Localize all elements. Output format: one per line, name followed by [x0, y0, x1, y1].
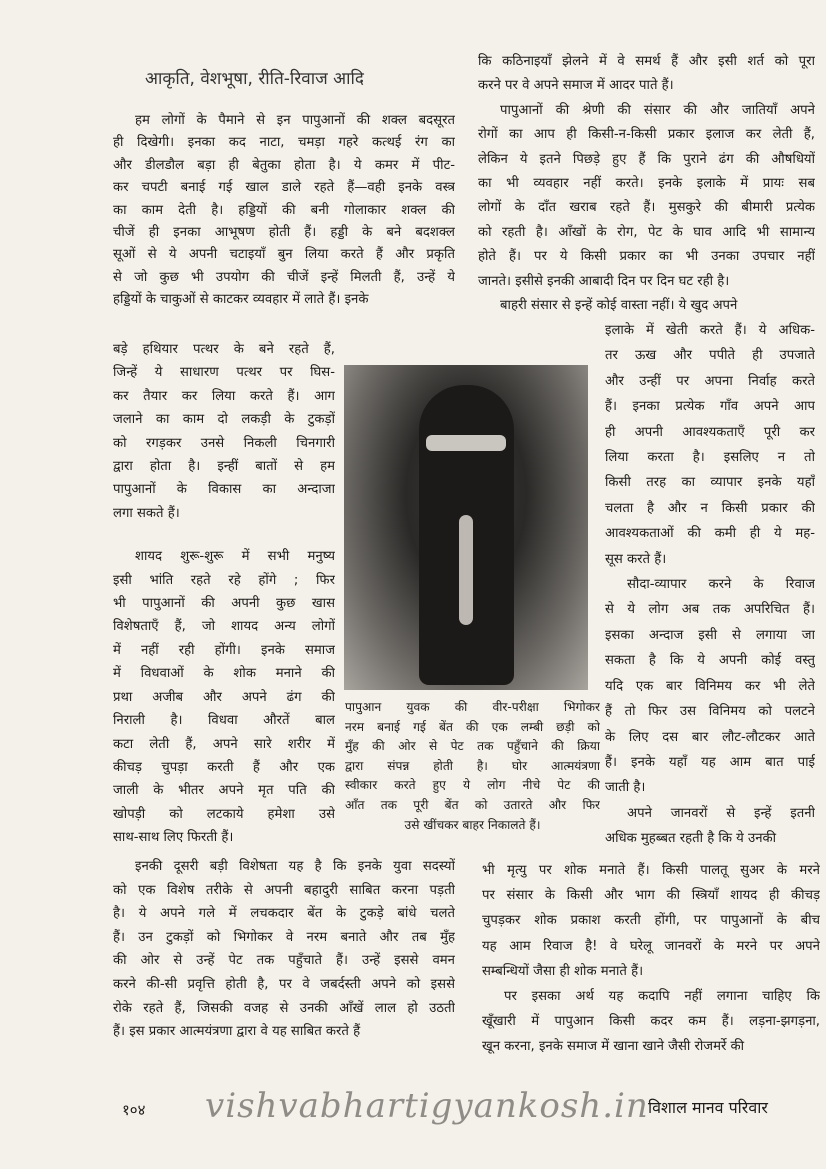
text-line: पापुआन युवक की वीर-परीक्षा भिगोकर [345, 700, 600, 714]
text-line: हैं। इनका प्रत्येक गाँव अपने आप [605, 399, 815, 415]
photograph-papuan-youth [344, 365, 588, 690]
text-line: चलता है और न किसी प्रकार की [605, 500, 815, 516]
text-line: हैं। इनके यहाँ यह आम बात पाई [605, 754, 815, 770]
text-line: हम लोगों के पैमाने से इन पापुआनों की शक्ल बदसूरत [135, 113, 455, 128]
text-line: हड्डियों के चाकुओं से काटकर व्यवहार में लाते हैं। इनके [113, 292, 369, 308]
text-line: लगा सकते हैं। [113, 505, 180, 521]
text-line: आवश्यकताओं की कमी ही ये मह- [605, 526, 815, 542]
text-line: हैं। उन टुकड़ों को भिगोकर वे नरम बनाते और तब मुँह [113, 929, 455, 945]
page-number: १०४ [122, 1101, 146, 1119]
text-column-right-top [478, 50, 815, 318]
text-line: साथ-साथ लिए फिरती हैं। [113, 830, 234, 846]
running-head: विशाल मानव परिवार [648, 1098, 768, 1117]
text-line: सम्बन्धियों जैसा ही शोक मनाते हैं। [482, 963, 644, 979]
text-line: लोगों के दाँत खराब रहते हैं। मुसकुरे की बीमारी प्रत्येक [478, 200, 815, 216]
text-line: सौदा-व्यापार करने के रिवाज [627, 577, 815, 593]
text-line: खूँखारी में पापुआन किसी कदर कम हैं। लड़ना-झगड़ना, [482, 1014, 820, 1030]
text-column-right-narrow [605, 318, 815, 852]
text-line: यह आम रिवाज है! वे घरेलू जानवरों के मरने पर अपने [482, 938, 820, 954]
text-line: किसी तरह का व्यापार इनके यहाँ [605, 475, 815, 491]
text-line: के लिए दस बार लौट-लौटकर आते [605, 729, 815, 745]
text-line: चीजें ही इनका आभूषण होती हैं। हड्डी के बने बदशक्ल [113, 225, 455, 241]
text-line: इसका अन्दाज इसी से लगाया जा [605, 627, 815, 643]
text-line: से जो कुछ भी उपयोग की चीजें इन्हें मिलती हैं, उन्हें ये [113, 269, 455, 285]
text-line: कर चपटी बनाई गई खाल डाले रहते हैं—वही इनके वस्त्र [113, 180, 455, 196]
text-line: सूस करते हैं। [605, 551, 667, 567]
text-line: सूओं से ये अपनी चटाइयाँ बुन लिया करते हैं और प्रकृति [113, 247, 455, 263]
text-line: भी मृत्यु पर शोक मनाते हैं। किसी पालतू सुअर के मरने [482, 863, 820, 878]
text-line: सकता है कि ये अपनी कोई वस्तु [605, 653, 815, 669]
text-column-left-top [113, 110, 455, 312]
text-line: का भी व्यवहार नहीं करते। इनके इलाके में प्रायः सब [478, 176, 815, 192]
text-line: अधिक मुहब्बत रहती है कि ये उनकी [605, 831, 777, 847]
text-line: में नहीं रही होंगी। इनके समाज [113, 642, 335, 658]
text-line: विशेषताएँ हैं, जो शायद अन्य लोगों [113, 619, 335, 635]
text-line: ही दिखेगी। इनका कद नाटा, चमड़ा गहरे कत्थई रंग का [113, 135, 455, 151]
text-line: लिया करता है। इसलिए न तो [605, 450, 815, 466]
text-line: भी पापुआनों की अपनी कुछ खास [113, 596, 335, 612]
text-column-left-bottom [113, 855, 455, 1044]
text-line: आँत तक पूरी बेंत को उतारते और फिर [345, 797, 600, 812]
headband [426, 435, 506, 451]
text-line: चुपड़कर शोक प्रकाश करती होंगी, पर पापुआनों के बीच [482, 913, 820, 929]
text-line: जलाने का काम दो लकड़ी के टुकड़ों [113, 412, 335, 428]
text-line: निराली है। विधवा औरतें बाल [113, 713, 335, 729]
text-line: प्रथा अजीब और अपने ढंग की [113, 689, 335, 705]
text-line: इनकी दूसरी बड़ी विशेषता यह है कि इनके युवा सदस्यों [135, 859, 455, 874]
text-line: जाती है। [605, 780, 646, 796]
text-line: और उन्हीं पर अपना निर्वाह करते [605, 373, 815, 389]
text-line: कि कठिनाइयाँ झेलने में वे समर्थ हैं और इसी शर्त को पूरा [478, 54, 815, 69]
text-line: करने पर वे अपने समाज में आदर पाते हैं। [478, 78, 674, 94]
text-line: अपने जानवरों से इन्हें इतनी [627, 805, 815, 821]
text-line: पापुआनों के विकास का अन्दाजा [113, 482, 335, 498]
section-heading: आकृति, वेशभूषा, रीति-रिवाज आदि [145, 69, 364, 89]
text-line: यदि एक बार विनिमय कर भी लेते [605, 678, 815, 694]
text-line: नरम बनाई गई बेंत की एक लम्बी छड़ी को [345, 719, 600, 734]
text-line: करने की-सी प्रवृत्ति होती है, पर वे जबर्दस्ती अपने को इससे [113, 976, 455, 992]
photo-caption [345, 698, 600, 835]
text-line: पापुआनों की श्रेणी की संसार की और जातियाँ अपने [500, 102, 815, 118]
text-line: है। ये अपने गले में लचकदार बेंत के टुकड़े बांधे चलते [113, 906, 455, 922]
text-line: बड़े हथियार पत्थर के बने रहते हैं, [113, 342, 335, 357]
text-line: खोपड़ी को लटकाये हमेशा उसे [113, 806, 335, 822]
text-line: में विधवाओं के शोक मनाने की [113, 666, 335, 682]
text-line: इलाके में खेती करते हैं। ये अधिक- [605, 323, 815, 338]
watermark: vishvabhartigyankosh.in [205, 1086, 649, 1126]
text-line: रोगों का आप ही किसी-न-किसी प्रकार इलाज कर लेती हैं, [478, 127, 815, 143]
text-line: से ये लोग अब तक अपरिचित हैं। [605, 602, 815, 618]
text-line: लेकिन ये इतने पिछड़े हुए हैं कि पुराने ढंग की औषधियों [478, 151, 815, 167]
text-line: की ओर से उन्हें पेट तक पहुँचाते हैं। उन्हें इससे वमन [113, 953, 455, 969]
text-line: जिन्हें ये साधारण पत्थर पर घिस- [113, 365, 335, 381]
cane-stick [459, 515, 473, 625]
text-line: का काम देती है। हड्डियों की बनी गोलाकार शक्ल की [113, 202, 455, 218]
text-line: जानते। इसीसे इनकी आबादी दिन पर दिन घट रही है। [478, 273, 730, 289]
text-line: कटा लेती हैं, अपने सारे शरीर में [113, 736, 335, 752]
text-column-right-bottom [482, 858, 820, 1060]
text-line: हैं। इस प्रकार आत्मयंत्रणा द्वारा वे यह साबित करते हैं [113, 1024, 361, 1040]
text-line: और डीलडौल बड़ा ही बेतुका होता है। ये कमर में पीट- [113, 157, 455, 173]
text-line: को एक विशेष तरीके से अपनी बहादुरी साबित करना पड़ती [113, 882, 455, 898]
text-line: पर संसार के किसी और भाग की स्त्रियाँ शायद ही कीचड़ [482, 888, 820, 904]
text-line: रोके रहते हैं, जिसकी वजह से उनकी आँखें लाल हो उठती [113, 1000, 455, 1016]
text-line: जाली के भीतर अपने मृत पति की [113, 783, 335, 799]
text-line: तर ऊख और पपीते ही उपजाते [605, 348, 815, 364]
text-line: ही अपनी आवश्यकताएँ पूरी कर [605, 424, 815, 440]
text-column-left-narrow [113, 338, 335, 850]
text-line: हैं तो फिर उस विनिमय को पलटने [605, 704, 815, 720]
text-line: स्वीकार करते हुए ये लोग नीचे पेट की [345, 778, 600, 793]
text-line: बाहरी संसार से इन्हें कोई वास्ता नहीं। ये खुद अपने [500, 298, 738, 314]
text-line: उसे खींचकर बाहर निकालते हैं। [404, 817, 541, 832]
text-line: इसी भांति रहते रहे होंगे ; फिर [113, 572, 335, 588]
text-line: द्वारा होता है। इन्हीं बातों से हम [113, 459, 335, 475]
text-line: खून करना, इनके समाज में खाना खाने जैसी रोजमर्रे की [482, 1039, 745, 1055]
text-line: शायद शुरू-शुरू में सभी मनुष्य [135, 549, 335, 565]
text-line: कर तैयार कर लिया करते हैं। आग [113, 388, 335, 404]
text-line: पर इसका अर्थ यह कदापि नहीं लगाना चाहिए कि [504, 989, 820, 1005]
text-line: होते हैं। पर ये किसी प्रकार का भी उनका उपचार नहीं [478, 249, 815, 265]
text-line: को रहती है। आँखों के रोग, पेट के घाव आदि भी सामान्य [478, 224, 815, 240]
text-line: को रगड़कर उनसे निकली चिनगारी [113, 435, 335, 451]
text-line: कीचड़ चुपड़ा करती हैं और एक [113, 759, 335, 775]
text-line: द्वारा संपन्न होती है। घोर आत्मयंत्रणा [345, 758, 600, 773]
text-line: मुँह की ओर से पेट तक पहुँचाने की क्रिया [345, 739, 600, 754]
